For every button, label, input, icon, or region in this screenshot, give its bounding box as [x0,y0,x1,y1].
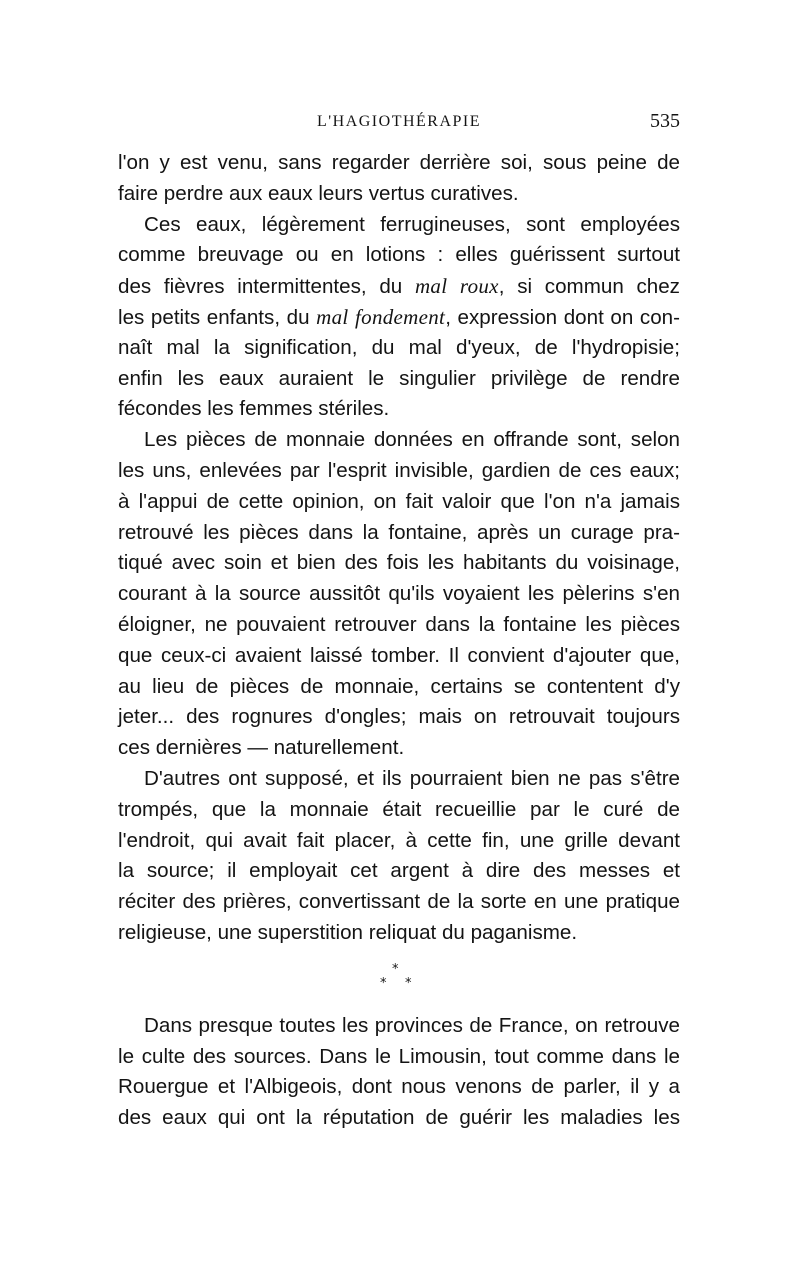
page-header [118,110,680,137]
body-text [118,148,680,1134]
asterism-star: * [405,975,412,991]
text-line [118,641,680,672]
text-line [118,887,680,918]
text-segment: tiqué avec soin et bien des fois les habitants du voisinage, [118,551,680,575]
text-segment: D'autres ont supposé, et ils pourraient bien ne pas s'être [144,766,680,790]
text-segment: éloigner, ne pouvaient retrouver dans la fontaine les pièces [118,612,680,636]
text-line [118,610,680,641]
text-line [118,518,680,549]
text-segment: l'endroit, qui avait fait placer, à cette fin, une grille devant [118,828,680,852]
text-segment: que ceux-ci avaient laissé tomber. Il convient d'ajouter que, [118,643,680,667]
text-segment: enfin les eaux auraient le singulier privilège de rendre [118,366,680,390]
text-line [118,548,680,579]
text-line [118,364,680,395]
text-line [118,826,680,857]
asterism-star: * [392,961,399,977]
text-line [118,148,680,179]
text-segment: naît mal la signification, du mal d'yeux, de l'hydropisie; [118,335,680,359]
text-line [118,425,680,456]
text-line [118,1103,680,1134]
text-segment: , expression dont on con- [445,305,680,329]
text-segment: le culte des sources. Dans le Limousin, tout comme dans le [118,1044,680,1068]
text-line [118,733,680,764]
text-segment: au lieu de pièces de monnaie, certains se contentent d'y [118,674,680,698]
text-segment: des fièvres intermittentes, du [118,275,415,299]
text-line [118,1011,680,1042]
page-number: 535 [650,110,680,132]
text-segment: réciter des prières, convertissant de la sorte en une pratique [118,890,680,914]
text-line [118,487,680,518]
text-segment: Ces eaux, légèrement ferrugineuses, sont employées [144,212,680,236]
text-line [118,456,680,487]
text-segment: faire perdre aux eaux leurs vertus curatives. [118,181,519,205]
text-segment: jeter... des rognures d'ongles; mais on retrouvait toujours [118,705,680,729]
text-line [118,1072,680,1103]
text-line [118,856,680,887]
text-segment: à l'appui de cette opinion, on fait valoir que l'on n'a jamais [118,489,680,513]
text-line [118,179,680,210]
text-line [118,672,680,703]
text-segment: retrouvé les pièces dans la fontaine, après un curage pra- [118,520,680,544]
text-line [118,702,680,733]
text-segment: Les pièces de monnaie données en offrande sont, selon [144,428,680,452]
text-segment: courant à la source aussitôt qu'ils voyaient les pèlerins s'en [118,582,680,606]
italic-term: mal fondement [316,304,446,329]
text-line [118,1042,680,1073]
text-segment: la source; il employait cet argent à dire des messes et [118,859,680,883]
text-segment: les uns, enlevées par l'esprit invisible, gardien de ces eaux; [118,458,680,482]
text-segment: ces dernières — naturellement. [118,736,405,760]
text-segment: des eaux qui ont la réputation de guérir les maladies les [118,1106,680,1130]
asterism-star: * [380,975,387,991]
text-line [118,764,680,795]
text-line [118,210,680,241]
text-segment: fécondes les femmes stériles. [118,397,390,421]
text-segment: l'on y est venu, sans regarder derrière soi, sous peine de [118,151,680,174]
text-line [118,394,680,425]
text-segment: Dans presque toutes les provinces de France, on retrouve [144,1013,680,1037]
text-segment: Rouergue et l'Albigeois, dont nous venons de parler, il y a [118,1075,680,1099]
text-line [118,240,680,271]
text-line [118,271,680,302]
text-segment: les petits enfants, du [118,305,317,329]
text-line [118,333,680,364]
text-segment: , si commun chez [498,275,680,299]
text-segment: trompés, que la monnaie était recueillie par le curé de [118,797,680,821]
text-line [118,302,680,333]
text-segment: comme breuvage ou en lotions : elles guérissent surtout [118,243,680,267]
asterism-divider [118,949,680,1011]
italic-term: mal roux [414,274,499,299]
running-head: L'HAGIOTHÉRAPIE [316,113,482,130]
text-line [118,579,680,610]
text-line [118,918,680,949]
text-line [118,795,680,826]
text-segment: religieuse, une superstition reliquat du paganisme. [118,920,578,944]
